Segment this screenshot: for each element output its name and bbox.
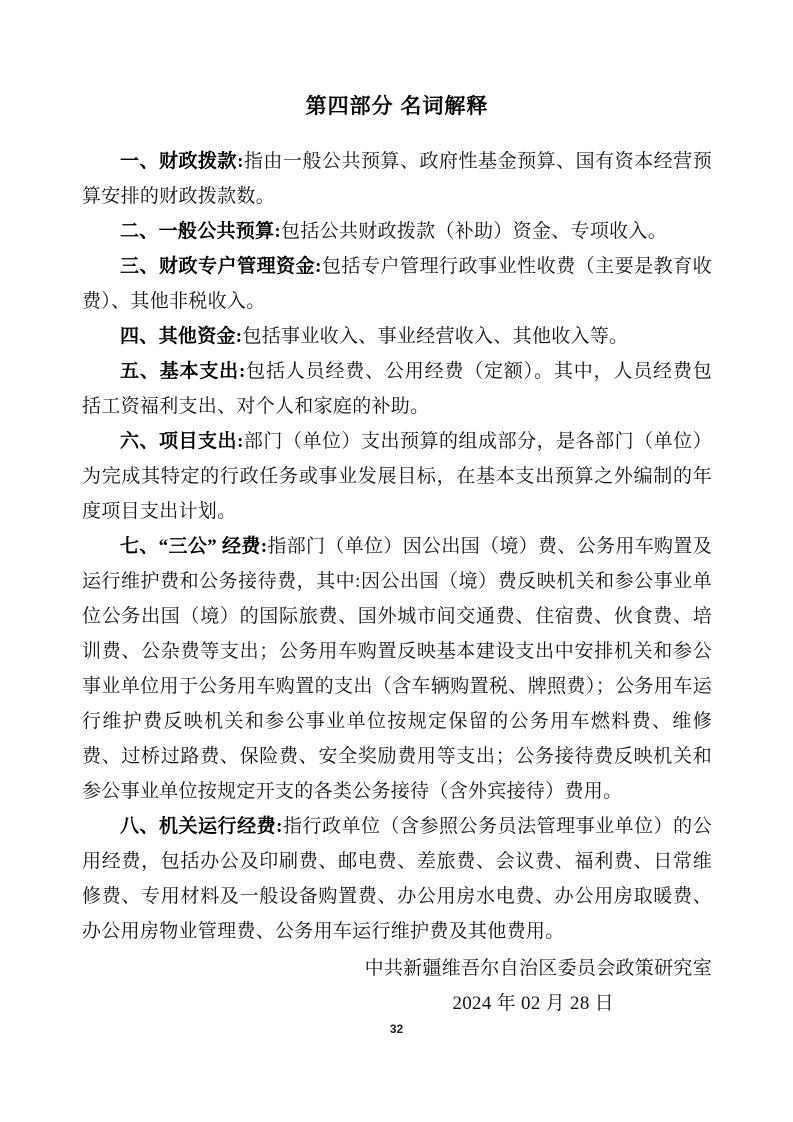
definition-body: 部门（单位）支出预算的组成部分，是各部门（单位）为完成其特定的行政任务或事业发展目标，在基本支出预算之外编制的年度项目支出计划。	[82, 431, 712, 522]
definition-paragraph-8	[82, 809, 712, 949]
definition-body: 指部门（单位）因公出国（境）费、公务用车购置及运行维护费和公务接待费，其中:因公出国（境）费反映机关和参公事业单位公务出国（境）的国际旅费、国外城市间交通费、住宿费、伙食费、培训费、公杂费等支出；公务用车购置反映基本建设支出中安排机关和参公事业单位用于公务用车购置的支出（含车辆购置税、牌照费）；公务用车运行维护费反映机关和参公事业单位按规定保留的公务用车燃料费、维修费、过桥过路费、保险费、安全奖励费用等支出；公务接待费反映机关和参公事业单位按规定开支的各类公务接待（含外宾接待）费用。	[82, 536, 712, 802]
page-title: 第四部分 名词解释	[305, 95, 489, 118]
definition-body: 包括事业收入、事业经营收入、其他收入等。	[242, 326, 629, 347]
definition-body: 指行政单位（含参照公务员法管理事业单位）的公用经费，包括办公及印刷费、邮电费、差旅费、会议费、福利费、日常维修费、专用材料及一般设备购置费、办公用房水电费、办公用房取暖费、办公用房物业管理费、公务用车运行维护费及其他费用。	[82, 816, 712, 942]
definition-term: 七、“三公” 经费:	[120, 536, 268, 557]
signature-organization: 中共新疆维吾尔自治区委员会政策研究室	[364, 958, 712, 979]
definition-term: 五、基本支出:	[120, 361, 246, 382]
definition-paragraph-6	[82, 424, 712, 529]
signature-date: 2024 年 02 月 28 日	[452, 993, 614, 1014]
definition-body: 指由一般公共预算、政府性基金预算、国有资本经营预算安排的财政拨款数。	[82, 151, 712, 207]
definition-term: 六、项目支出:	[120, 431, 244, 452]
definition-term: 八、机关运行经费:	[120, 816, 283, 837]
definition-paragraph-5	[82, 354, 712, 424]
page-number: 32	[389, 1022, 404, 1036]
definition-term: 一、财政拨款:	[120, 151, 244, 172]
definition-paragraph-3	[82, 249, 712, 319]
definition-paragraph-2	[82, 214, 712, 249]
definition-paragraph-7	[82, 529, 712, 809]
definition-body: 包括公共财政拨款（补助）资金、专项收入。	[281, 221, 668, 242]
definition-term: 四、其他资金:	[120, 326, 243, 347]
definition-body: 包括人员经费、公用经费（定额）。其中，人员经费包括工资福利支出、对个人和家庭的补助。	[82, 361, 712, 417]
definition-paragraph-1	[82, 144, 712, 214]
definition-term: 三、财政专户管理资金:	[120, 256, 322, 277]
definition-term: 二、一般公共预算:	[120, 221, 282, 242]
definition-paragraph-4	[82, 319, 712, 354]
definition-body: 包括专户管理行政事业性收费（主要是教育收费）、其他非税收入。	[82, 256, 712, 312]
